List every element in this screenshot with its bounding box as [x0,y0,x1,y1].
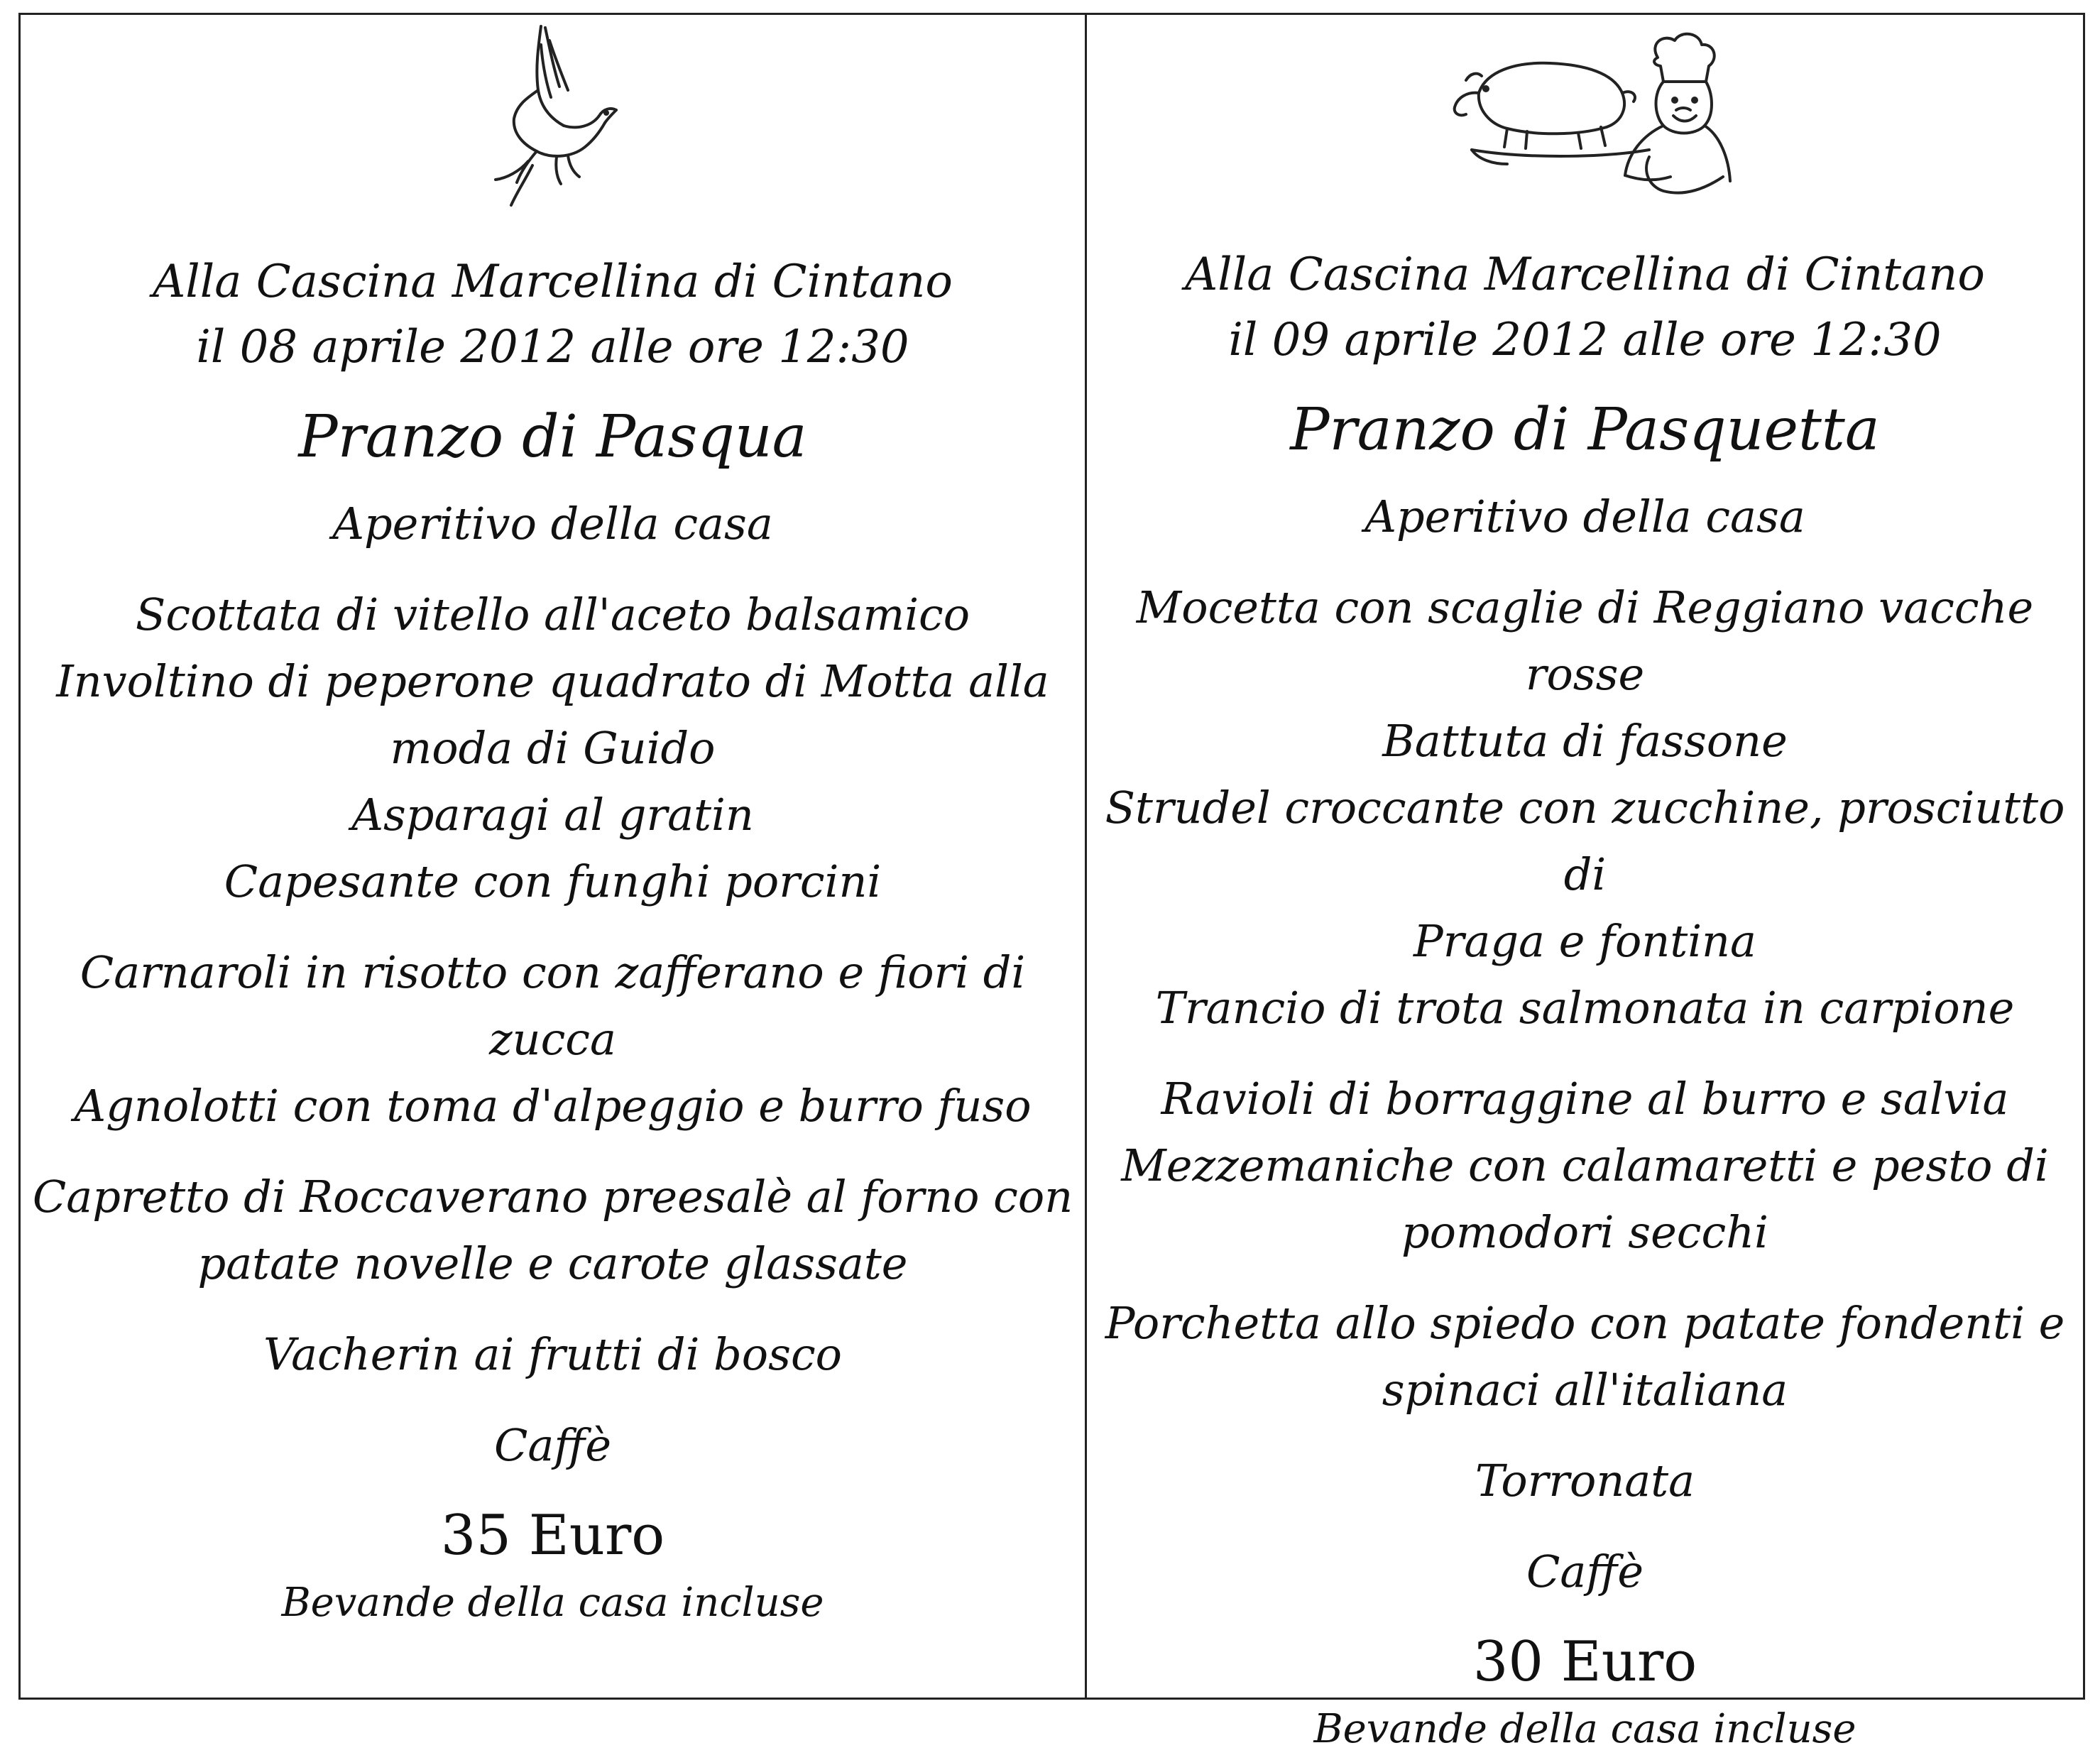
easter-menu-panel [18,13,1086,1700]
date-line: il 08 aprile 2012 alle ore 12:30 [196,321,909,373]
coffee-line: Caffè [493,1419,612,1471]
primo-line: pomodori secchi [1401,1206,1769,1258]
primo-line: Ravioli di borraggine al burro e salvia [1161,1073,2009,1125]
dessert-line: Vacherin ai frutti di bosco [263,1328,842,1380]
secondo-line: Porchetta allo spiedo con patate fondenti e [1105,1297,2065,1349]
aperitif-line: Aperitivo della casa [332,498,773,550]
primo-line: Agnolotti con toma d'alpeggio e burro fuso [74,1080,1032,1132]
dove-icon [486,19,620,211]
price-line: 30 Euro [1472,1630,1697,1694]
antipasto-line: Capesante con funghi porcini [224,856,882,907]
menu-title: Pranzo di Pasquetta [1290,396,1880,464]
primo-line: Carnaroli in risotto con zafferano e fiori di zucca [80,946,1026,1065]
venue-line: Alla Cascina Marcellina di Cintano [153,256,953,308]
drinks-note: Bevande della casa incluse [281,1580,824,1626]
aperitif-line: Aperitivo della casa [1365,491,1805,542]
secondo-line: Capretto di Roccaverano preesalè al forno con [32,1171,1073,1223]
antipasto-line: Praga e fontina [1413,915,1756,967]
coffee-line: Caffè [1526,1546,1644,1597]
antipasto-line: moda di Guido [390,722,716,774]
venue-line: Alla Cascina Marcellina di Cintano [1185,248,1985,301]
antipasto-line: Strudel croccante con zucchine, prosciutto di [1105,782,2065,900]
dessert-line: Torronata [1475,1455,1695,1507]
antipasto-line: Trancio di trota salmonata in carpione [1155,982,2015,1034]
antipasto-line: Involtino di peperone quadrato di Motta alla [56,655,1049,707]
antipasto-line: Battuta di fassone [1382,715,1788,767]
price-line: 35 Euro [440,1504,665,1568]
date-line: il 09 aprile 2012 alle ore 12:30 [1228,314,1942,366]
primo-line: Mezzemaniche con calamaretti e pesto di [1121,1139,2049,1191]
antipasto-line: Mocetta con scaglie di Reggiano vacche rosse [1136,581,2034,700]
secondo-line: spinaci all'italiana [1382,1364,1788,1416]
secondo-line: patate novelle e carote glassate [197,1237,908,1289]
antipasto-line: Scottata di vitello all'aceto balsamico [135,589,970,640]
chef-with-roast-pig-icon [1436,29,1734,207]
antipasto-line: Asparagi al gratin [351,789,754,841]
drinks-note: Bevande della casa incluse [1313,1706,1856,1752]
menu-title: Pranzo di Pasqua [298,403,807,471]
easter-monday-menu-panel [1085,13,2085,1752]
